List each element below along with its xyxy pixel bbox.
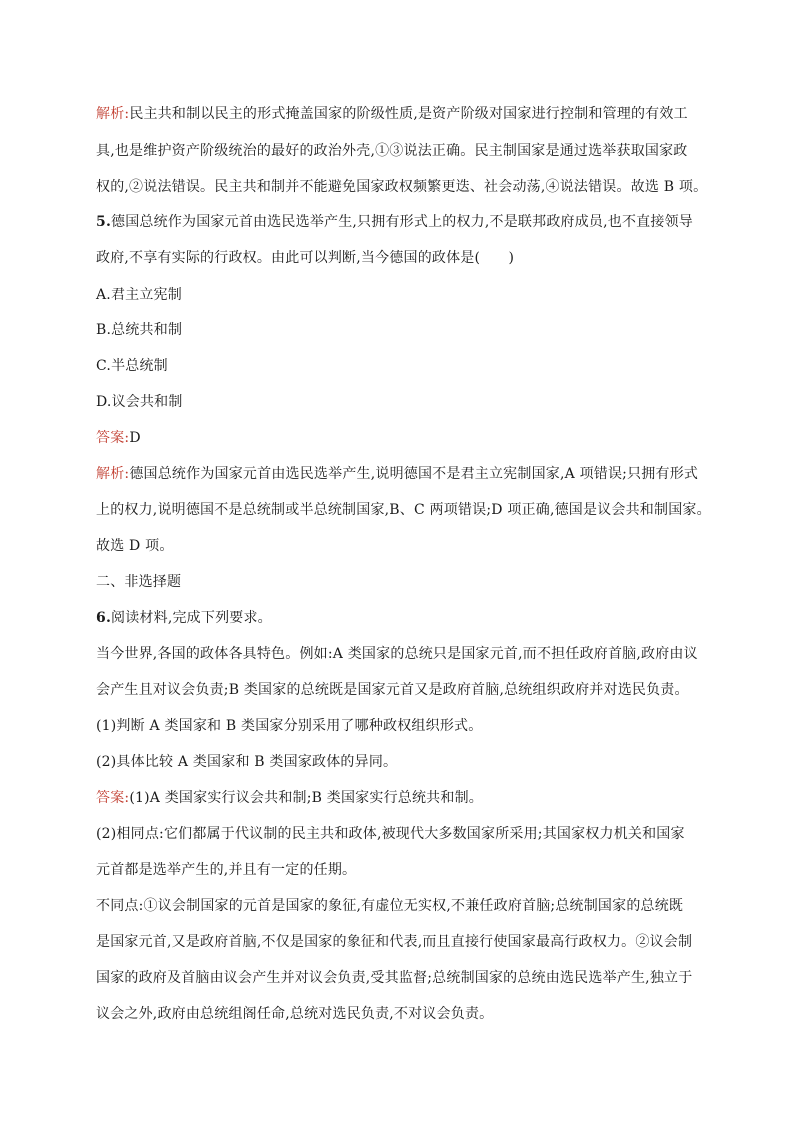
question-6-number: 6. bbox=[96, 610, 112, 626]
section-two-title: 二、非选择题 bbox=[96, 574, 182, 590]
question-5-analysis-line-3: 故选 D 项。 bbox=[96, 538, 174, 554]
analysis-text: 德国总统作为国家元首由选民选举产生,说明德国不是君主立宪制国家,A 项错误;只拥有形式 bbox=[129, 466, 699, 482]
analysis-prev-line-2: 具,也是维护资产阶级统治的最好的政治外壳,①③说法正确。民主制国家是通过选举获取国家政 bbox=[96, 143, 688, 159]
question-5-stem-line-1 bbox=[96, 212, 693, 232]
question-5-analysis-line-1 bbox=[96, 464, 698, 484]
difference-line-1: 不同点:①议会制国家的元首是国家的象征,有虚位无实权,不兼任政府首脑;总统制国家的总统既 bbox=[96, 898, 684, 914]
sub-question-2: (2)具体比较 A 类国家和 B 类国家政体的异同。 bbox=[96, 754, 398, 770]
option-c: C.半总统制 bbox=[96, 358, 168, 374]
question-6-prompt bbox=[96, 608, 272, 628]
option-b: B.总统共和制 bbox=[96, 322, 183, 338]
answer-label: 答案: bbox=[96, 790, 130, 806]
material-line-2: 会产生且对议会负责;B 类国家的总统既是国家元首又是政府首脑,总统组织政府并对选民负责。 bbox=[96, 682, 689, 698]
difference-line-2: 是国家元首,又是政府首脑,不仅是国家的象征和代表,而且直接行使国家最高行政权力。②议会制 bbox=[96, 934, 693, 950]
answer-2-line-2: 元首都是选举产生的,并且有一定的任期。 bbox=[96, 862, 357, 878]
question-5-answer bbox=[96, 428, 141, 448]
analysis-prev-line-1 bbox=[96, 104, 688, 124]
analysis-label: 解析: bbox=[96, 106, 130, 122]
answer-value: D bbox=[129, 430, 141, 446]
question-6-prompt-text: 阅读材料,完成下列要求。 bbox=[111, 610, 272, 626]
option-a: A.君主立宪制 bbox=[96, 287, 182, 303]
question-6-answer-line-1 bbox=[96, 788, 483, 808]
material-line-1: 当今世界,各国的政体各具特色。例如:A 类国家的总统只是国家元首,而不担任政府首脑,政府由议 bbox=[96, 646, 698, 662]
analysis-label: 解析: bbox=[96, 466, 130, 482]
difference-line-3: 国家的政府及首脑由议会产生并对议会负责,受其监督;总统制国家的总统由选民选举产生,独立于 bbox=[96, 970, 693, 986]
analysis-text: 民主共和制以民主的形式掩盖国家的阶级性质,是资产阶级对国家进行控制和管理的有效工 bbox=[129, 106, 688, 122]
difference-line-4: 议会之外,政府由总统组阁任命,总统对选民负责,不对议会负责。 bbox=[96, 1006, 494, 1022]
question-5-analysis-line-2: 上的权力,说明德国不是总统制或半总统制国家,B、C 两项错误;D 项正确,德国是议会共和制国家。 bbox=[96, 502, 711, 518]
analysis-prev-line-3: 权的,②说法错误。民主共和制并不能避免国家政权频繁更迭、社会动荡,④说法错误。故选 B 项。 bbox=[96, 179, 708, 195]
sub-question-1: (1)判断 A 类国家和 B 类国家分别采用了哪种政权组织形式。 bbox=[96, 718, 483, 734]
question-5-stem-text: 德国总统作为国家元首由选民选举产生,只拥有形式上的权力,不是联邦政府成员,也不直接领导 bbox=[111, 214, 693, 230]
answer-text: (1)A 类国家实行议会共和制;B 类国家实行总统共和制。 bbox=[129, 790, 483, 806]
answer-2-line-1: (2)相同点:它们都属于代议制的民主共和政体,被现代大多数国家所采用;其国家权力机关和国家 bbox=[96, 826, 685, 842]
option-d: D.议会共和制 bbox=[96, 394, 183, 410]
question-5-stem-line-2: 政府,不享有实际的行政权。由此可以判断,当今德国的政体是( ) bbox=[96, 250, 515, 266]
question-5-number: 5. bbox=[96, 214, 112, 230]
answer-label: 答案: bbox=[96, 430, 130, 446]
